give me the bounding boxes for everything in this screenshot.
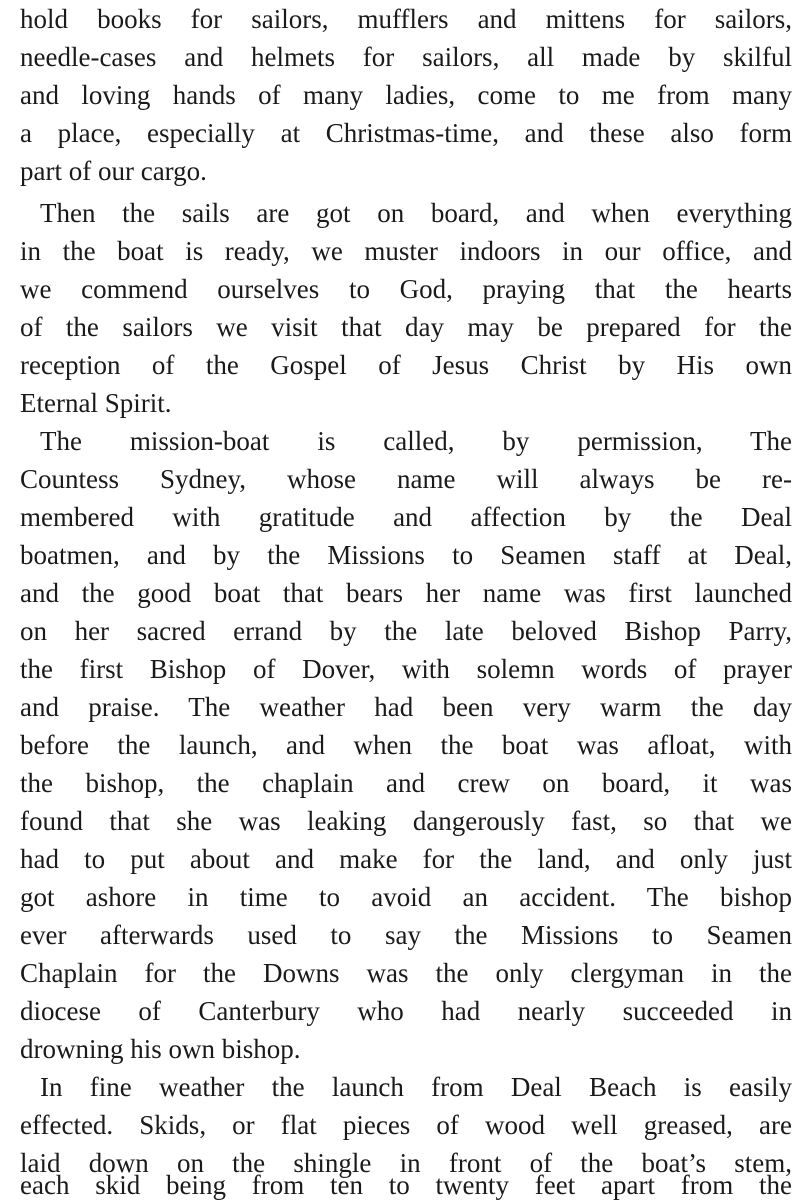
text-line: got ashore in time to avoid an accident. The bishop [20, 882, 792, 912]
text-line: laid down on the shingle in front of the boat’s stem, [20, 1148, 792, 1178]
text-line: membered with gratitude and affection by the Deal [20, 502, 792, 532]
text-line: found that she was leaking dangerously fast, so that we [20, 806, 792, 836]
text-line: we commend ourselves to God, praying that the hearts [20, 274, 792, 304]
text-line: of the sailors we visit that day may be prepared for the [20, 312, 792, 342]
text-line: a place, especially at Christmas-time, and these also form [20, 118, 792, 148]
text-line: In fine weather the launch from Deal Beach is easily [40, 1072, 792, 1102]
text-line: diocese of Canterbury who had nearly succeeded in [20, 996, 792, 1026]
text-line: effected. Skids, or flat pieces of wood well greased, are [20, 1110, 792, 1140]
text-line: each skid being from ten to twenty feet apart from the [20, 1170, 792, 1200]
text-line: Countess Sydney, whose name will always be re- [20, 464, 792, 494]
text-line: needle-cases and helmets for sailors, all made by skilful [20, 42, 792, 72]
text-line: reception of the Gospel of Jesus Christ by His own [20, 350, 792, 380]
text-line: Then the sails are got on board, and when everything [40, 198, 792, 228]
text-line: in the boat is ready, we muster indoors in our office, and [20, 236, 792, 266]
text-line: and loving hands of many ladies, come to me from many [20, 80, 792, 110]
text-line: and the good boat that bears her name was first launched [20, 578, 792, 608]
text-line: The mission-boat is called, by permission, The [40, 426, 792, 456]
text-line: on her sacred errand by the late beloved Bishop Parry, [20, 616, 792, 646]
text-line: ever afterwards used to say the Missions to Seamen [20, 920, 792, 950]
document-page [20, 0, 792, 1204]
text-line: the first Bishop of Dover, with solemn words of prayer [20, 654, 792, 684]
text-line: and praise. The weather had been very warm the day [20, 692, 792, 722]
text-line: the bishop, the chaplain and crew on board, it was [20, 768, 792, 798]
text-line: boatmen, and by the Missions to Seamen staff at Deal, [20, 540, 792, 570]
text-line: hold books for sailors, mufflers and mittens for sailors, [20, 4, 792, 34]
text-line: before the launch, and when the boat was afloat, with [20, 730, 792, 760]
text-line: had to put about and make for the land, and only just [20, 844, 792, 874]
text-line: Eternal Spirit. [20, 388, 172, 418]
text-line: Chaplain for the Downs was the only clergyman in the [20, 958, 792, 988]
text-line: drowning his own bishop. [20, 1034, 301, 1064]
text-line: part of our cargo. [20, 156, 207, 186]
